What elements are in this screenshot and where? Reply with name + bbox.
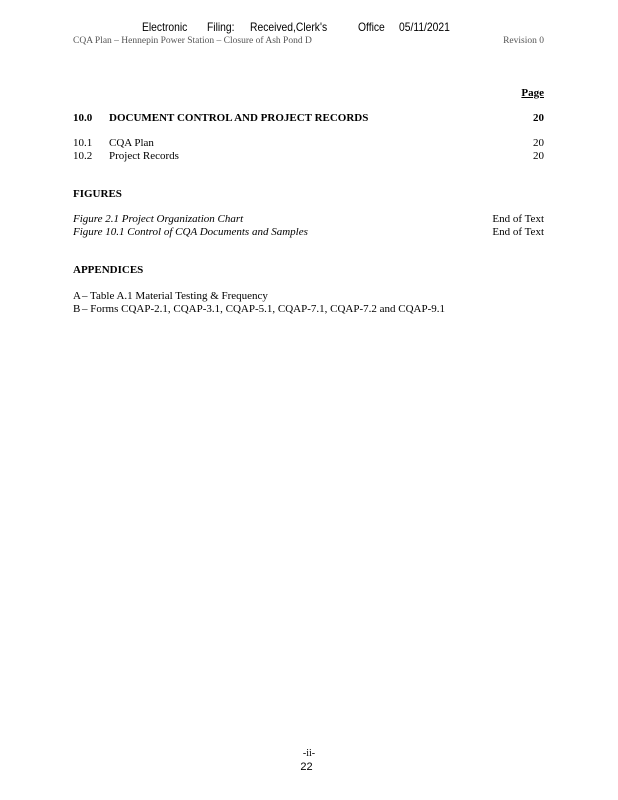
filing-stamp-received: Received,Clerk's <box>250 20 328 34</box>
filing-stamp-electronic: Electronic <box>142 20 188 34</box>
filing-stamp-office: Office <box>358 20 385 34</box>
toc-section-page: 20 <box>533 112 544 124</box>
running-header-left: CQA Plan – Hennepin Power Station – Closure of Ash Pond D <box>73 36 312 46</box>
appendices-heading: APPENDICES <box>73 264 144 276</box>
footer-roman-page: -ii- <box>302 748 316 759</box>
running-header-right: Revision 0 <box>503 36 544 46</box>
toc-section-title: DOCUMENT CONTROL AND PROJECT RECORDS <box>109 112 369 124</box>
filing-stamp-filing: Filing: <box>207 20 235 34</box>
appendix-letter: B <box>73 303 81 315</box>
toc-page-heading: Page <box>521 87 544 99</box>
toc-subsection-title: CQA Plan <box>109 137 154 149</box>
filing-stamp-date: 05/11/2021 <box>399 20 450 34</box>
appendix-letter: A <box>73 290 81 302</box>
appendix-title: – Forms CQAP-2.1, CQAP-3.1, CQAP-5.1, CQAP-7.1, CQAP-7.2 and CQAP-9.1 <box>82 303 446 315</box>
toc-subsection-number: 10.1 <box>73 137 93 149</box>
figure-entry-page: End of Text <box>492 226 544 238</box>
figure-entry-title: Figure 10.1 Control of CQA Documents and Samples <box>73 226 308 238</box>
toc-subsection-title: Project Records <box>109 150 179 162</box>
toc-subsection-number: 10.2 <box>73 150 93 162</box>
toc-subsection-page: 20 <box>533 137 544 149</box>
toc-section-number: 10.0 <box>73 112 93 124</box>
figures-heading: FIGURES <box>73 188 122 200</box>
footer-page-number: 22 <box>300 761 313 773</box>
figure-entry-title: Figure 2.1 Project Organization Chart <box>73 213 244 225</box>
appendix-title: – Table A.1 Material Testing & Frequency <box>82 290 268 302</box>
figure-entry-page: End of Text <box>492 213 544 225</box>
toc-subsection-page: 20 <box>533 150 544 162</box>
